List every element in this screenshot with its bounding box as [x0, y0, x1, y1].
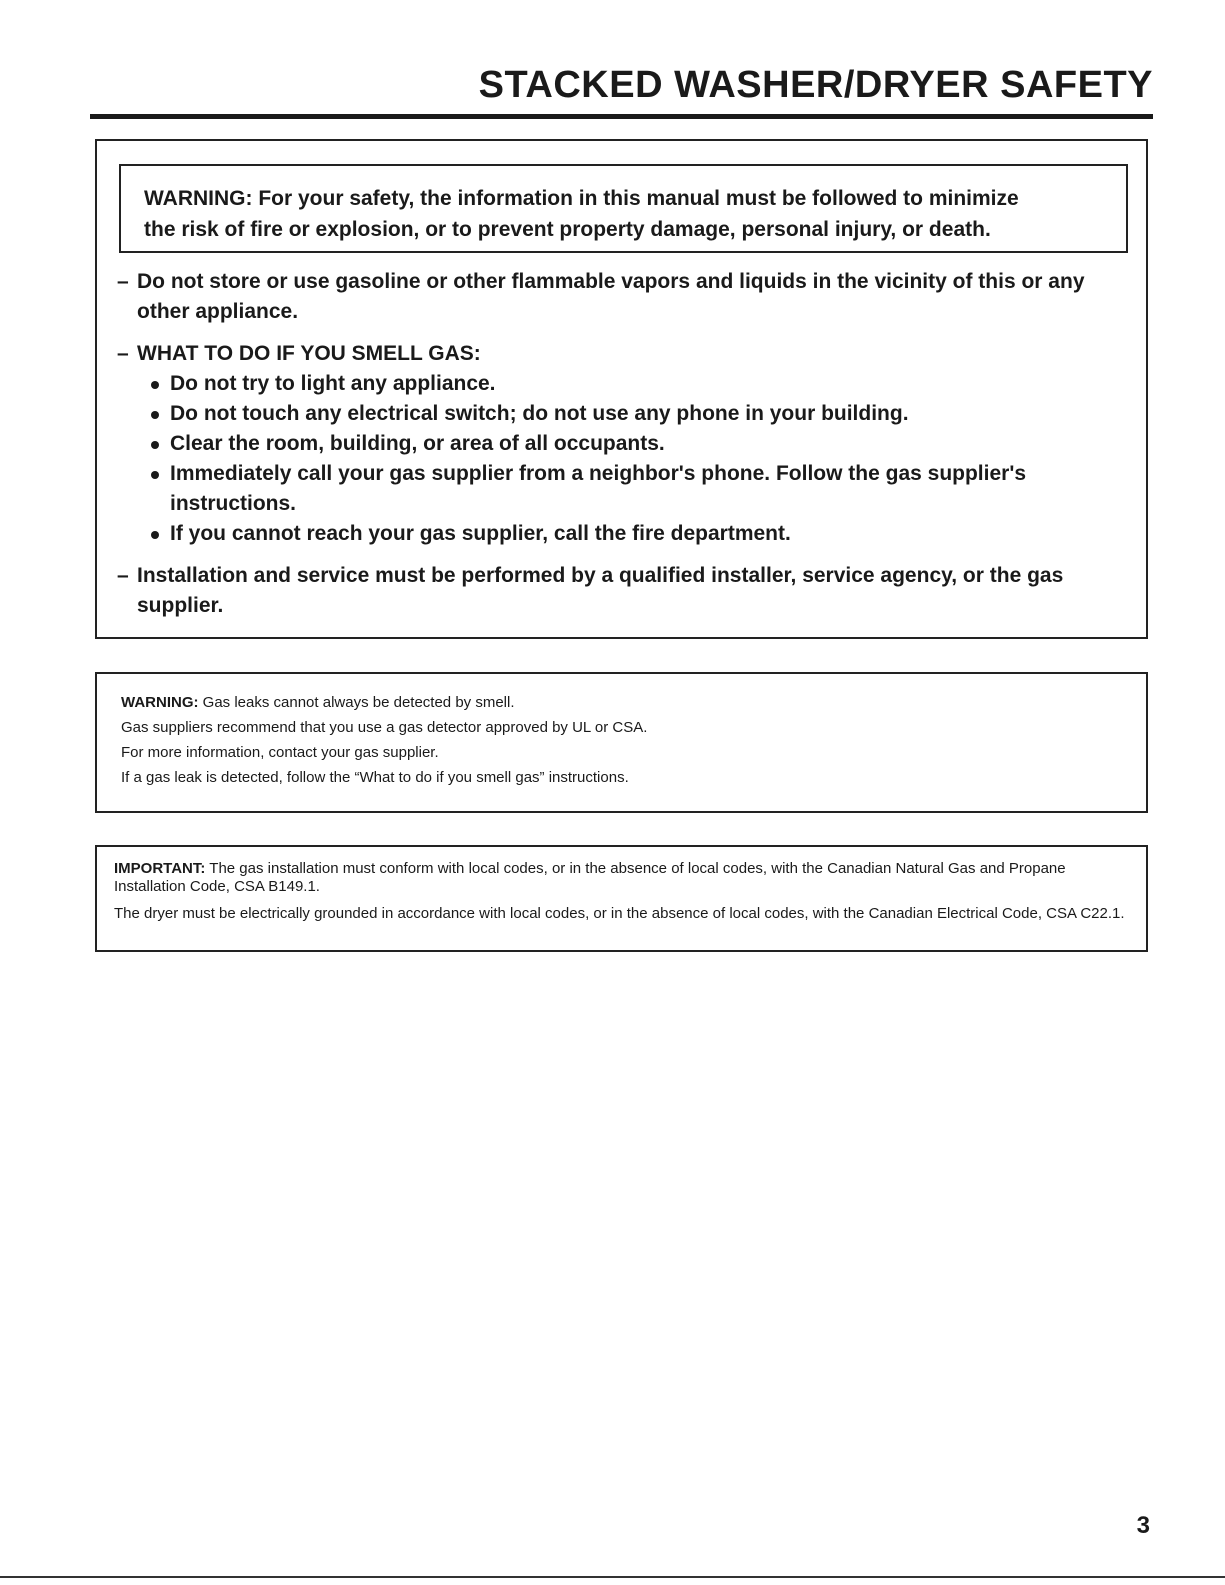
gas-leak-line-3: For more information, contact your gas supplier. — [121, 744, 439, 761]
list-item — [151, 519, 1127, 549]
important-paragraph-2: The dryer must be electrically grounded in accordance with local codes, or in the absence of local codes, with the Canadian Electrical Code, CSA C22.1. — [114, 905, 1125, 922]
instruction-qualified-installer — [117, 561, 1127, 621]
gas-leak-line-4: If a gas leak is detected, follow the “What to do if you smell gas” instructions. — [121, 769, 629, 786]
gas-safety-box — [95, 139, 1148, 639]
important-paragraph-1 — [114, 860, 1126, 896]
important-notice-box — [95, 845, 1148, 952]
gas-leak-text: Gas leaks cannot always be detected by smell. — [198, 694, 515, 711]
gas-leak-line-1 — [121, 690, 1146, 715]
warning-line-2: the risk of fire or explosion, or to prevent property damage, personal injury, or death. — [144, 218, 991, 241]
title-rule — [90, 114, 1153, 119]
bullet-icon — [151, 531, 159, 539]
bottom-rule — [0, 1576, 1225, 1578]
important-text: The gas installation must conform with local codes, or in the absence of local codes, with the Canadian Natural Gas and Propane Installation Code, CSA B149.1. — [114, 860, 1066, 895]
list-item — [151, 399, 1127, 429]
bullet-icon — [151, 381, 159, 389]
important-label: IMPORTANT: — [114, 860, 206, 877]
gas-leak-line-2: Gas suppliers recommend that you use a gas detector approved by UL or CSA. — [121, 719, 648, 736]
instruction-text: Do not store or use gasoline or other flammable vapors and liquids in the vicinity of this or any other appliance. — [137, 270, 1085, 323]
step-text: Clear the room, building, or area of all occupants. — [170, 432, 665, 455]
page-title: STACKED WASHER/DRYER SAFETY — [478, 64, 1153, 106]
instruction-smell-gas — [117, 339, 1127, 549]
step-text: Immediately call your gas supplier from a neighbor's phone. Follow the gas supplier's instructions. — [170, 462, 1026, 515]
smell-gas-heading: WHAT TO DO IF YOU SMELL GAS: — [137, 342, 481, 365]
bullet-icon — [151, 471, 159, 479]
dash-marker: – — [117, 270, 129, 293]
dash-marker: – — [117, 564, 129, 587]
step-text: If you cannot reach your gas supplier, call the fire department. — [170, 522, 791, 545]
safety-instructions — [117, 267, 1127, 633]
gas-leak-warning-box — [95, 672, 1148, 813]
page-number: 3 — [1136, 1512, 1150, 1539]
bullet-icon — [151, 441, 159, 449]
warning-label: WARNING: — [121, 694, 199, 711]
bullet-icon — [151, 411, 159, 419]
list-item — [151, 369, 1127, 399]
warning-banner — [119, 164, 1128, 253]
step-text: Do not try to light any appliance. — [170, 372, 496, 395]
list-item — [151, 429, 1127, 459]
step-text: Do not touch any electrical switch; do not use any phone in your building. — [170, 402, 909, 425]
list-item — [151, 459, 1127, 519]
dash-marker: – — [117, 342, 129, 365]
instruction-text: Installation and service must be performed by a qualified installer, service agency, or the gas supplier. — [137, 564, 1064, 617]
warning-line-1: WARNING: For your safety, the information in this manual must be followed to minimize — [144, 187, 1019, 210]
smell-gas-steps — [137, 369, 1127, 549]
instruction-no-gasoline — [117, 267, 1127, 327]
